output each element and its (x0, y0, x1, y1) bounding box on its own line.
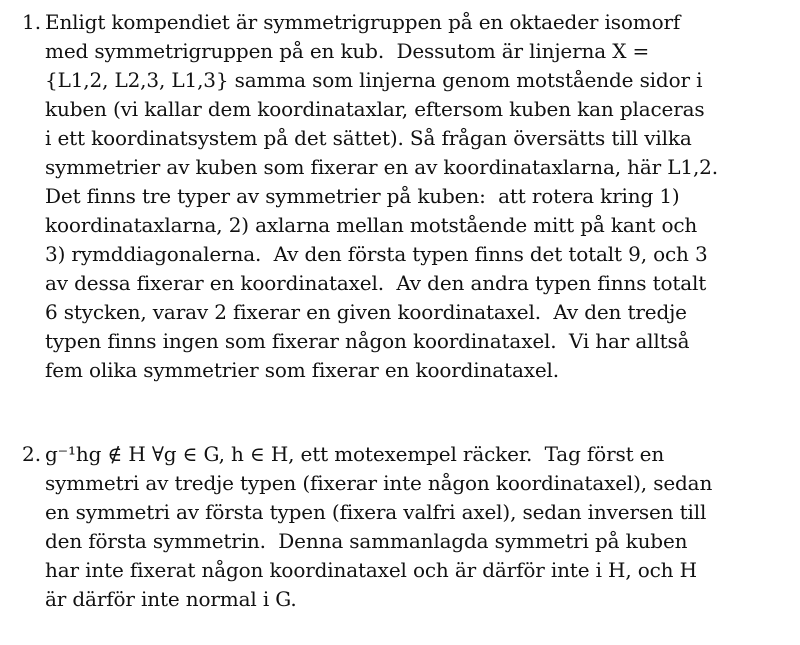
text-line: fem olika symmetrier som fixerar en koordinataxel. (45, 358, 559, 382)
text-line: {L1,2, L2,3, L1,3} samma som linjerna genom motstående sidor i (45, 68, 703, 92)
text-line: typen finns ingen som fixerar någon koordinataxel. Vi har alltså (45, 329, 690, 353)
text-line: i ett koordinatsystem på det sättet). Så frågan översätts till vilka (45, 126, 692, 150)
text-line: kuben (vi kallar dem koordinataxlar, eftersom kuben kan placeras (45, 97, 705, 121)
text-line: Enligt kompendiet är symmetrigruppen på en oktaeder isomorf (45, 10, 681, 34)
text-line: 3) rymddiagonalerna. Av den första typen finns det totalt 9, och 3 (45, 242, 708, 266)
text-line: med symmetrigruppen på en kub. Dessutom är linjerna X = (45, 39, 650, 63)
item-number: 2. (22, 442, 42, 466)
text-line: Det finns tre typer av symmetrier på kuben: att rotera kring 1) (45, 184, 680, 208)
text-line: har inte fixerat någon koordinataxel och är därför inte i H, och H (45, 558, 697, 582)
text-line: symmetrier av kuben som fixerar en av koordinataxlarna, här L1,2. (45, 155, 718, 179)
text-line: g⁻¹hg ∉ H ∀g ∈ G, h ∈ H, ett motexempel räcker. Tag först en (45, 442, 665, 466)
item-number: 1. (22, 10, 42, 34)
text-line: är därför inte normal i G. (45, 587, 297, 611)
text-line: den första symmetrin. Denna sammanlagda symmetri på kuben (45, 529, 688, 553)
text-line: koordinataxlarna, 2) axlarna mellan motstående mitt på kant och (45, 213, 698, 237)
text-line: en symmetri av första typen (fixera valfri axel), sedan inversen till (45, 500, 707, 524)
text-line: av dessa fixerar en koordinataxel. Av den andra typen finns totalt (45, 271, 707, 295)
text-line: 6 stycken, varav 2 fixerar en given koordinataxel. Av den tredje (45, 300, 687, 324)
text-line: symmetri av tredje typen (fixerar inte någon koordinataxel), sedan (45, 471, 713, 495)
